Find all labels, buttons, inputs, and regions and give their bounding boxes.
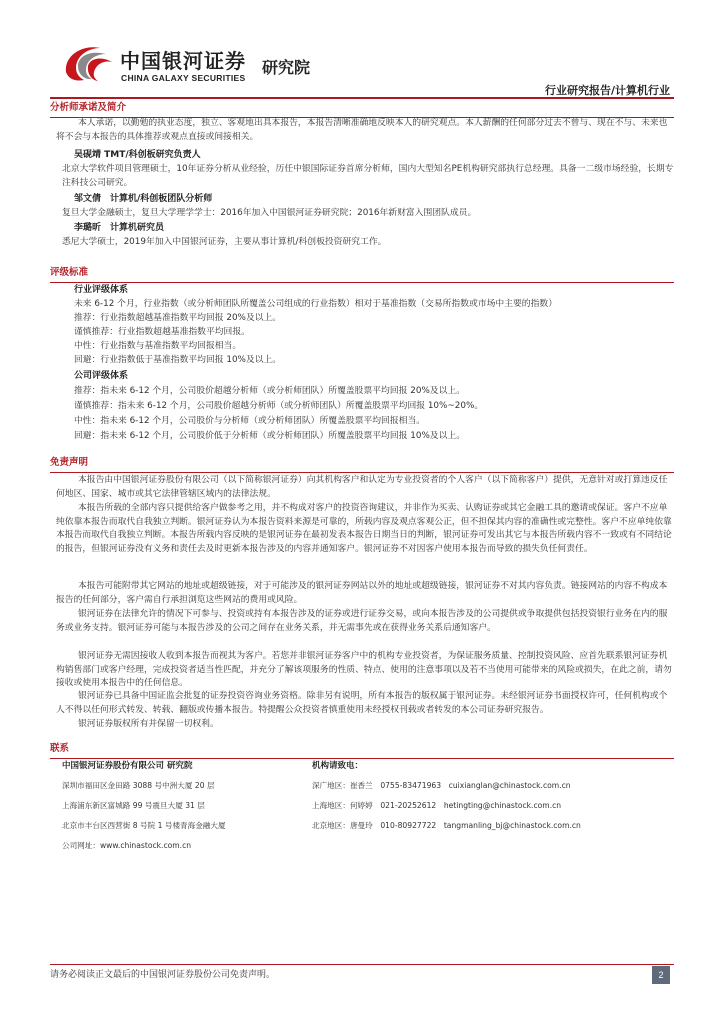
section-title-contact: 联系 (50, 742, 674, 759)
report-type: 行业研究报告/计算机行业 (544, 84, 670, 97)
industry-rating-line: 推荐：行业指数超越基准指数平均回报 20%及以上。 (74, 313, 282, 323)
institute-label: 研究院 (262, 58, 311, 77)
contacts-title: 机构请致电： (312, 761, 364, 771)
address-line: 北京市丰台区西营街 8 号院 1 号楼青海金融大厦 (62, 821, 226, 830)
company-rating-line: 推荐：指未来 6-12 个月，公司股价超越分析师（或分析师团队）所覆盖股票平均回报 20%及以上。 (74, 386, 465, 396)
brand-name-en: CHINA GALAXY SECURITIES (121, 73, 246, 83)
contact-phones (312, 760, 672, 840)
disclaimer-paragraph: 银河证券无需因接收人收到本报告而视其为客户。若您并非银河证券客户中的机构专业投资者，为保证服务质量、控制投资风险、应首先联系银河证券机构销售部门或客户经理，完成投资者适当性匹配，并充分了解该项服务的性质、特点、使用的注意事项以及若不当使用可能带来的风险或损失，在此之前，请勿接收或使用本报告中的任何信息。 (56, 651, 672, 689)
galaxy-logo-icon (62, 42, 114, 86)
contact-addresses (62, 760, 322, 860)
header-divider (50, 97, 674, 99)
industry-rating-line: 回避：行业指数低于基准指数平均回报 10%及以上。 (74, 355, 282, 365)
industry-rating-line: 谨慎推荐：行业指数超越基准指数平均回报。 (74, 327, 250, 337)
company-rating-line: 回避：指未来 6-12 个月，公司股价低于分析师（或分析师团队）所覆盖股票平均回报 10%及以上。 (74, 431, 465, 441)
analyst-bio-1: 北京大学软件项目管理硕士，10年证券分析从业经验，历任中银国际证券首席分析师，国内大型知名PE机构研究部执行总经理。具备一二级市场经验，长期专注科技公司研究。 (62, 164, 674, 188)
company-name: 中国银河证券股份有限公司 研究院 (62, 761, 193, 771)
industry-rating-line: 未来 6-12 个月，行业指数（或分析师团队所覆盖公司组成的行业指数）相对于基准指数（交易所指数或市场中主要的指数） (74, 299, 557, 309)
disclaimer-paragraph: 本报告所载的全部内容只提供给客户做参考之用，并不构成对客户的投资咨询建议，并非作为买卖、认购证券或其它金融工具的邀请或保证。客户不应单纯依靠本报告而取代自我独立判断。银河证券认为本报告资料来源是可靠的，所载内容及观点客观公正，但不担保其内容的准确性或完整性。客户不应单纯依靠本报告而取代自我独立判断。本报告所载内容反映的是银河证券在最初发表本报告日期当日的判断，银河证券可发出其它与本报告所载内容不一致或有不同结论的报告，但银河证券没有义务和责任去及时更新本报告涉及的内容并通知客户。银河证券不对因客户使用本报告而导致的损失负任何责任。 (56, 503, 672, 554)
company-rating-line: 谨慎推荐：指未来 6-12 个月，公司股价超越分析师（或分析师团队）所覆盖股票平均回报 10%~20%。 (74, 401, 484, 411)
contact-line[interactable]: 北京地区：唐曼玲 010-80927722 tangmanling_bj@chinastock.com.cn (312, 821, 581, 830)
contact-line[interactable]: 上海地区：何婷婷 021-20252612 hetingting@chinastock.com.cn (312, 801, 562, 810)
disclaimer-paragraph: 银河证券版权所有并保留一切权利。 (78, 719, 219, 729)
company-rating-line: 中性：指未来 6-12 个月，公司股价与分析师（或分析师团队）所覆盖股票平均回报相当。 (74, 416, 426, 426)
analyst-commitment: 本人承诺，以勤勉的执业态度，独立、客观地出具本报告，本报告清晰准确地反映本人的研究观点。本人薪酬的任何部分过去不曾与、现在不与、未来也将不会与本报告的具体推荐或观点直接或间接相关。 (56, 118, 668, 142)
footer-note: 请务必阅读正文最后的中国银河证券股份公司免责声明。 (50, 970, 276, 980)
section-title-rating: 评级标准 (50, 266, 674, 283)
industry-rating-line: 中性：行业指数与基准指数平均回报相当。 (74, 341, 242, 351)
analyst-bio-3: 悉尼大学硕士，2019年加入中国银河证券，主要从事计算机/科创板投资研究工作。 (62, 237, 387, 247)
company-rating-title: 公司评级体系 (74, 371, 129, 381)
disclaimer-paragraph: 银河证券在法律允许的情况下可参与、投资或持有本报告涉及的证券或进行证券交易，或向本报告涉及的公司提供或争取提供包括投资银行业务在内的服务或业务支持。银河证券可能与本报告涉及的公司之间存在业务关系，并无需事先或在获得业务关系后通知客户。 (56, 609, 668, 633)
analyst-bio-2: 复旦大学金融硕士，复旦大学理学学士：2016年加入中国银河证券研究院；2016年新财富入围团队成员。 (62, 208, 477, 218)
footer-divider (50, 964, 674, 965)
page-header (0, 0, 724, 100)
website-link[interactable]: 公司网址：www.chinastock.com.cn (62, 841, 192, 850)
address-line: 上海浦东新区富城路 99 号震旦大厦 31 层 (62, 801, 205, 810)
analyst-name-3: 李璐昕 计算机研究员 (74, 223, 165, 233)
address-line: 深圳市福田区金田路 3088 号中洲大厦 20 层 (62, 781, 215, 790)
brand-name-cn: 中国银河证券 (120, 49, 246, 73)
section-title-analyst: 分析师承诺及简介 (50, 101, 674, 118)
disclaimer-paragraph: 本报告由中国银河证券股份有限公司（以下简称银河证券）向其机构客户和认定为专业投资者的个人客户（以下简称客户）提供，无意针对或打算违反任何地区、国家、城市或其它法律管辖区域内的法律法规。 (56, 475, 668, 499)
disclaimer-paragraph: 本报告可能附带其它网站的地址或超级链接，对于可能涉及的银河证券网站以外的地址或超级链接，银河证券不对其内容负责。链接网站的内容不构成本报告的任何部分，客户需自行承担浏览这些网站的费用或风险。 (56, 581, 668, 605)
industry-rating-title: 行业评级体系 (74, 285, 129, 295)
analyst-name-1: 吴砚靖 TMT/科创板研究负责人 (74, 150, 201, 160)
contact-line[interactable]: 深广地区：崔香兰 0755-83471963 cuixianglan@chinastock.com.cn (312, 781, 571, 790)
analyst-name-2: 邹文倩 计算机/科创板团队分析师 (74, 194, 213, 204)
disclaimer-paragraph: 银河证券已具备中国证监会批复的证券投资咨询业务资格。除非另有说明，所有本报告的版权属于银河证券。未经银河证券书面授权许可，任何机构或个人不得以任何形式转发、转载、翻版或传播本报告。特提醒公众投资者慎重使用未经授权刊载或者转发的本公司证券研究报告。 (56, 691, 668, 715)
section-title-disclaimer: 免责声明 (50, 456, 674, 473)
page-number: 2 (652, 966, 670, 984)
